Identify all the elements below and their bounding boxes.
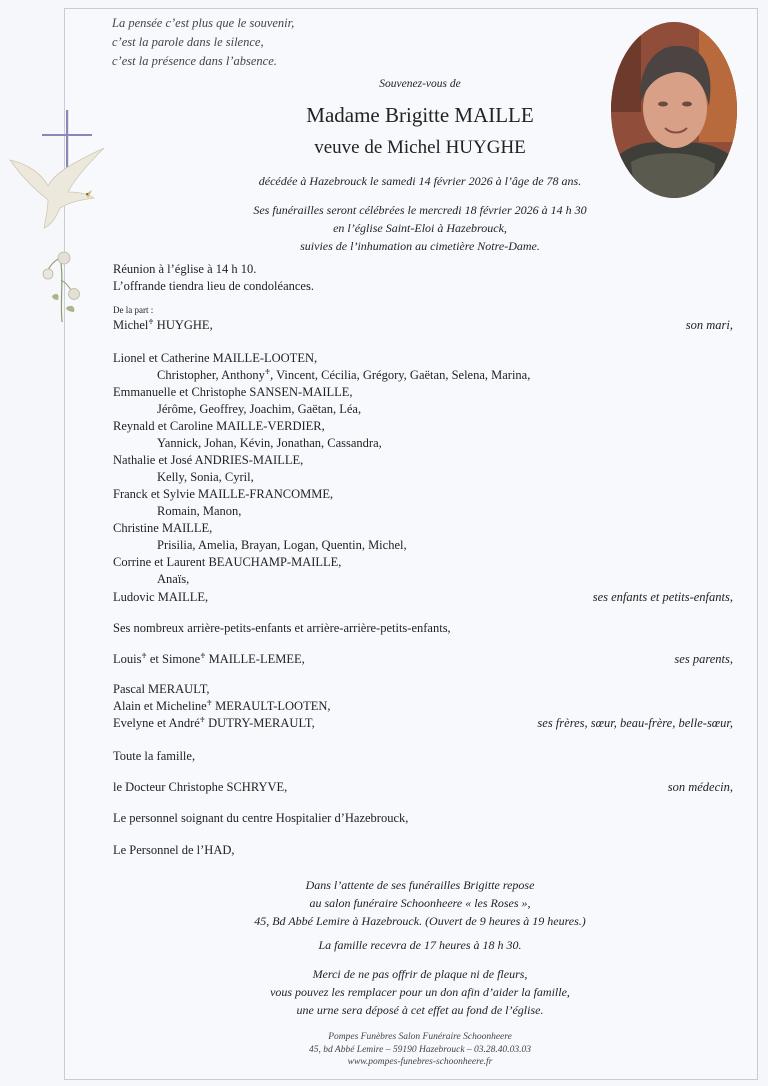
family-name-part: Le personnel soignant du centre Hospitalier d’Hazebrouck,: [113, 811, 409, 825]
repose-line: au salon funéraire Schoonheere « les Roses »,: [309, 896, 531, 910]
family-row: [113, 521, 733, 537]
family-row: [113, 470, 733, 486]
family-name-part: Jérôme, Geoffrey, Joachim, Gaëtan, Léa,: [157, 402, 362, 416]
flowers-note: [120, 965, 720, 1019]
cross-mark-icon: ♰: [141, 651, 147, 660]
family-name: [113, 682, 210, 697]
family-name: [113, 780, 287, 795]
family-name-part: Reynald et Caroline MAILLE-VERDIER,: [113, 419, 325, 433]
family-name: [113, 811, 408, 826]
intro-text: Souvenez-vous de: [379, 78, 461, 90]
family-row: [113, 453, 733, 469]
flowers-line: une urne sera déposé à cet effet au fond de l’église.: [296, 1003, 544, 1017]
family-name: [157, 402, 361, 417]
family-name-part: Lionel et Catherine MAILLE-LOOTEN,: [113, 351, 318, 365]
family-name-part: DUTRY-MERAULT,: [205, 716, 315, 730]
funeral-line: en l’église Saint-Eloi à Hazebrouck,: [333, 221, 507, 235]
family-row: [113, 538, 733, 554]
family-name-part: Christine MAILLE,: [113, 521, 213, 535]
family-name-part: Emmanuelle et Christophe SANSEN-MAILLE,: [113, 385, 353, 399]
family-row: [113, 621, 733, 637]
family-name-part: Anaïs,: [157, 572, 190, 586]
family-name: [113, 652, 305, 667]
family-name: [113, 699, 331, 714]
family-row: [113, 780, 733, 796]
family-name: [113, 318, 213, 333]
cross-mark-icon: ♰: [206, 698, 212, 707]
family-name-part: , Vincent, Cécilia, Grégory, Gaëtan, Selena, Marina,: [270, 368, 531, 382]
family-name-part: Ludovic MAILLE,: [113, 590, 209, 604]
flowers-line: Merci de ne pas offrir de plaque ni de fleurs,: [312, 967, 528, 981]
family-name: [157, 504, 241, 519]
family-name-part: Corrine et Laurent BEAUCHAMP-MAILLE,: [113, 555, 342, 569]
family-row: [113, 368, 733, 384]
cross-mark-icon: ♰: [199, 715, 206, 724]
family-row: [113, 811, 733, 827]
family-row: [113, 402, 733, 418]
poem-line: c’est la présence dans l’absence.: [112, 54, 277, 68]
family-role: son médecin,: [667, 780, 733, 794]
family-name: [157, 470, 254, 485]
family-name: [157, 436, 382, 451]
family-name-part: Nathalie et José ANDRIES-MAILLE,: [113, 453, 304, 467]
footer-line: Pompes Funèbres Salon Funéraire Schoonheere: [328, 1032, 512, 1042]
family-role: ses frères, sœur, beau-frère, belle-sœur,: [537, 716, 733, 730]
family-name-part: Yannick, Johan, Kévin, Jonathan, Cassandra,: [157, 436, 382, 450]
from-label: De la part :: [113, 305, 154, 315]
repose-info: [120, 876, 720, 930]
family-name-part: Pascal MERAULT,: [113, 682, 210, 696]
family-name: [113, 843, 235, 858]
family-name: [113, 749, 195, 764]
family-row: [113, 385, 733, 401]
poem-line: La pensée c’est plus que le souvenir,: [112, 16, 295, 30]
family-name-part: Toute la famille,: [113, 749, 196, 763]
family-name-part: MAILLE-LEMEE,: [205, 652, 305, 666]
flowers-line: vous pouvez les remplacer pour un don afin d’aider la famille,: [270, 985, 570, 999]
family-row: [113, 590, 733, 606]
family-row: [113, 436, 733, 452]
family-row: [113, 351, 733, 367]
family-row: [113, 555, 733, 571]
widow-line: veuve de Michel HUYGHE: [314, 137, 526, 158]
family-name: [113, 590, 208, 605]
funeral-info: [120, 201, 720, 255]
poem-line: c’est la parole dans le silence,: [112, 35, 264, 49]
family-name-part: Christopher, Anthony: [157, 368, 265, 382]
family-name: [157, 572, 189, 587]
footer-website-link[interactable]: www.pompes-funebres-schoonheere.fr: [347, 1057, 493, 1067]
family-name-part: et Simone: [146, 652, 201, 666]
family-name: [113, 419, 325, 434]
family-name: [113, 385, 353, 400]
reception-hours: La famille recevra de 17 heures à 18 h 30.: [318, 938, 522, 952]
footer-line: 45, bd Abbé Lemire – 59190 Hazebrouck – 03.28.40.03.03: [308, 1044, 532, 1055]
family-row: [113, 652, 733, 668]
family-name: [113, 621, 451, 636]
family-name-part: HUYGHE,: [153, 318, 213, 332]
family-name: [113, 555, 341, 570]
family-role: ses parents,: [674, 652, 733, 666]
family-name-part: Louis: [113, 652, 142, 666]
funeral-line: suivies de l’inhumation au cimetière Notre-Dame.: [300, 239, 540, 253]
family-row: [113, 682, 733, 698]
meeting-line: L’offrande tiendra lieu de condoléances.: [113, 279, 314, 293]
cross-mark-icon: ♰: [264, 367, 271, 376]
family-name: [113, 487, 333, 502]
family-row: [113, 749, 733, 765]
family-name-part: Alain et Micheline: [113, 699, 207, 713]
family-row: [113, 318, 733, 334]
repose-line: Dans l’attente de ses funérailles Brigitte repose: [305, 878, 535, 892]
family-row: [113, 699, 733, 715]
family-row: [113, 504, 733, 520]
family-name-part: Prisilia, Amelia, Brayan, Logan, Quentin, Michel,: [157, 538, 407, 552]
family-name-part: MERAULT-LOOTEN,: [211, 699, 331, 713]
repose-line: 45, Bd Abbé Lemire à Hazebrouck. (Ouvert de 9 heures à 19 heures.): [254, 914, 586, 928]
family-name: [113, 521, 212, 536]
family-name: [113, 453, 303, 468]
funeral-home-footer: [120, 1031, 720, 1069]
family-name: [113, 716, 315, 731]
family-name-part: le Docteur Christophe SCHRYVE,: [113, 780, 288, 794]
family-row: [113, 419, 733, 435]
family-row: [113, 716, 733, 732]
cross-mark-icon: ♰: [148, 317, 154, 326]
deceased-name: Madame Brigitte MAILLE: [306, 103, 534, 127]
family-role: ses enfants et petits-enfants,: [592, 590, 733, 604]
family-name: [157, 368, 530, 383]
poem: [112, 14, 294, 71]
family-role: son mari,: [685, 318, 733, 332]
family-name-part: Michel: [113, 318, 149, 332]
dove-cross-icon: [8, 108, 112, 322]
family-name-part: Romain, Manon,: [157, 504, 242, 518]
death-notice: décédée à Hazebrouck le samedi 14 février 2026 à l’âge de 78 ans.: [258, 174, 582, 188]
family-row: [113, 487, 733, 503]
meeting-line: Réunion à l’église à 14 h 10.: [113, 262, 257, 276]
family-name: [157, 538, 407, 553]
family-name-part: Le Personnel de l’HAD,: [113, 843, 235, 857]
family-name-part: Evelyne et André: [113, 716, 200, 730]
family-name: [113, 351, 317, 366]
cross-mark-icon: ♰: [200, 651, 206, 660]
family-name-part: Franck et Sylvie MAILLE-FRANCOMME,: [113, 487, 334, 501]
family-name-part: Kelly, Sonia, Cyril,: [157, 470, 254, 484]
family-row: [113, 843, 733, 859]
family-name-part: Ses nombreux arrière-petits-enfants et arrière-arrière-petits-enfants,: [113, 621, 451, 635]
family-row: [113, 572, 733, 588]
funeral-line: Ses funérailles seront célébrées le mercredi 18 février 2026 à 14 h 30: [253, 203, 587, 217]
